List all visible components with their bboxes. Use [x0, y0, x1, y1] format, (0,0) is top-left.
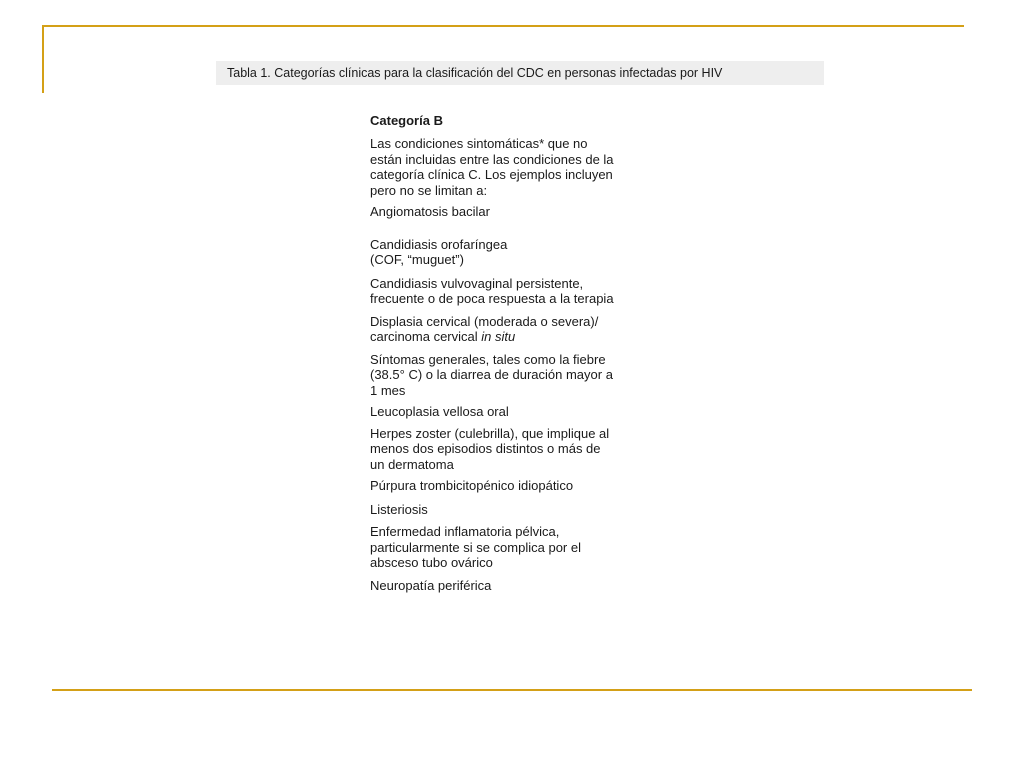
entry-line: carcinoma cervical: [370, 329, 482, 344]
top-rule: [42, 25, 964, 27]
entry-line-italic: in situ: [481, 329, 516, 344]
entry-line: Enfermedad inflamatoria pélvica,: [370, 524, 560, 539]
entry-line: Leucoplasia vellosa oral: [370, 404, 509, 419]
entry-line: Púrpura trombicitopénico idiopático: [370, 478, 574, 493]
entry-line: Candidiasis vulvovaginal persistente,: [370, 275, 584, 291]
condition-item: [370, 204, 670, 220]
entry-line: un dermatoma: [370, 456, 454, 472]
entry-line: Displasia cervical (moderada o severa)/: [370, 313, 599, 329]
entry-line: absceso tubo ovárico: [370, 555, 493, 570]
category-heading: Categoría B: [370, 113, 443, 128]
entry-line: Angiomatosis bacilar: [370, 204, 490, 219]
condition-item: [370, 314, 670, 345]
condition-item: [370, 276, 670, 307]
entry-line: categoría clínica C. Los ejemplos incluyen: [370, 167, 613, 182]
entry-line: pero no se limitan a:: [370, 182, 488, 198]
entry-line: Candidiasis orofaríngea: [370, 236, 508, 252]
entry-line: Listeriosis: [370, 501, 428, 517]
category-description: [370, 136, 670, 198]
condition-item: [370, 352, 670, 399]
entry-line: están incluidas entre las condiciones de la: [370, 151, 614, 167]
entry-line: menos dos episodios distintos o más de: [370, 441, 601, 456]
entry-line: frecuente o de poca respuesta a la terapia: [370, 291, 614, 306]
condition-item: [370, 237, 670, 268]
left-rule: [42, 25, 44, 93]
bottom-rule: [52, 689, 972, 691]
entry-line: Neuropatía periférica: [370, 577, 492, 593]
entry-line: (38.5° C) o la diarrea de duración mayor a: [370, 367, 613, 382]
entry-line: Herpes zoster (culebrilla), que implique al: [370, 425, 610, 441]
condition-item: [370, 404, 670, 420]
entry-line: (COF, “muguet”): [370, 252, 464, 267]
entry-line: 1 mes: [370, 382, 406, 398]
condition-item: [370, 502, 670, 518]
table-caption: Tabla 1. Categorías clínicas para la clasificación del CDC en personas infectadas por HIV: [216, 61, 824, 85]
entry-line: Las condiciones sintomáticas* que no: [370, 136, 588, 151]
entry-line: Síntomas generales, tales como la fiebre: [370, 351, 606, 367]
condition-item: [370, 426, 670, 473]
condition-item: [370, 478, 670, 494]
entry-line: particularmente si se complica por el: [370, 539, 581, 555]
category-panel: [370, 113, 670, 599]
condition-item: [370, 524, 670, 571]
condition-item: [370, 578, 670, 594]
